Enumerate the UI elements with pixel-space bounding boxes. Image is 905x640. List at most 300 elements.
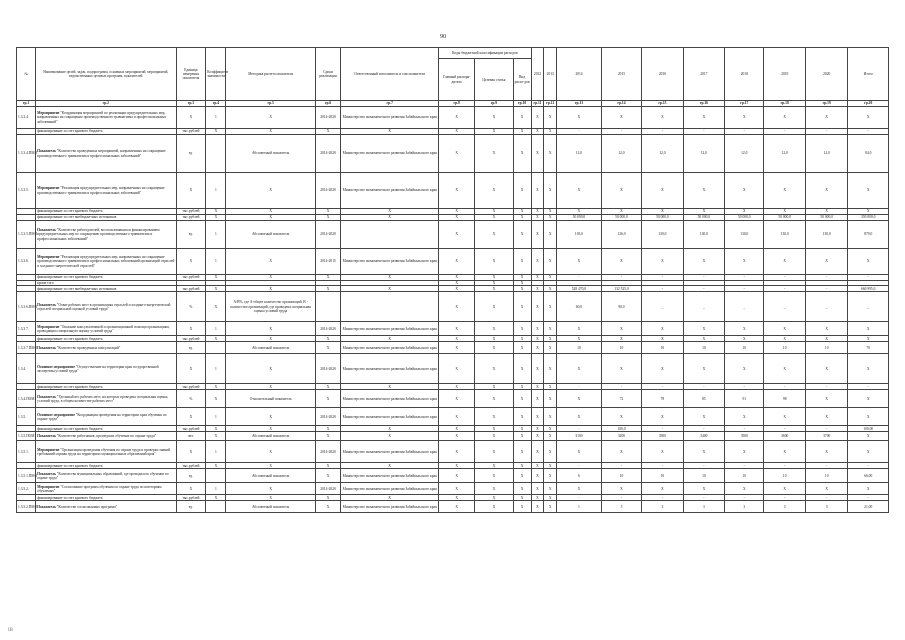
row-term-cell: 2014-2015 bbox=[315, 249, 341, 275]
row-main-manager-cell: X bbox=[439, 426, 475, 432]
table-row bbox=[17, 249, 889, 275]
row-term-cell: X bbox=[315, 129, 341, 135]
row-year-value-cell: X bbox=[544, 221, 557, 249]
row-method-cell: X bbox=[226, 354, 315, 384]
row-year-value-cell: X bbox=[601, 336, 641, 342]
row-main-manager-cell: X bbox=[439, 275, 475, 281]
table-row bbox=[17, 441, 889, 463]
row-code-cell: 1.3.3.7. bbox=[17, 322, 36, 336]
row-year-value-cell: X bbox=[601, 408, 641, 426]
row-term-cell: X bbox=[315, 501, 341, 513]
row-main-manager-cell: X bbox=[439, 463, 475, 469]
row-year-value-cell: 50 000,0 bbox=[683, 215, 724, 221]
row-year-value-cell: 10 bbox=[601, 342, 641, 354]
row-total-cell: 21,00 bbox=[848, 501, 889, 513]
row-name-cell: финансирование за счет краевого бюджета bbox=[36, 129, 176, 135]
row-target-article-cell: X bbox=[475, 281, 513, 286]
row-main-manager-cell: X bbox=[439, 173, 475, 209]
row-year-value-cell: X bbox=[544, 342, 557, 354]
row-year-value-cell: X bbox=[642, 249, 683, 275]
row-total-cell: - bbox=[848, 463, 889, 469]
corner-mark: IB bbox=[8, 628, 13, 633]
row-expense-type-cell: X bbox=[513, 483, 531, 495]
budget-table bbox=[16, 47, 889, 513]
row-target-article-cell: X bbox=[475, 173, 513, 209]
row-year-value-cell: X bbox=[544, 209, 557, 215]
row-executor-cell: X bbox=[341, 129, 439, 135]
row-coef-cell: X bbox=[206, 209, 226, 215]
row-year-value-cell: 10 bbox=[725, 342, 764, 354]
header-year-2017: 2017 bbox=[683, 48, 724, 101]
row-year-value-cell: X bbox=[544, 292, 557, 322]
table-row bbox=[17, 483, 889, 495]
row-coef-cell: X bbox=[206, 463, 226, 469]
row-year-value-cell: 126,0 bbox=[601, 221, 641, 249]
row-term-cell: 2014-2020 bbox=[315, 441, 341, 463]
row-method-cell: А/В%, где А-общее количество организаций, В - количество организаций, где проведена специальная оценка условий труда bbox=[226, 292, 315, 322]
row-unit-cell: тыс.рублей bbox=[176, 426, 206, 432]
row-year-value-cell: X bbox=[531, 354, 544, 384]
row-method-cell: Относительный показатель bbox=[226, 390, 315, 408]
row-year-value-cell: - bbox=[805, 495, 848, 501]
row-year-value-cell: X bbox=[544, 426, 557, 432]
row-unit-cell: тыс.рублей bbox=[176, 275, 206, 281]
row-executor-cell: X bbox=[341, 209, 439, 215]
header-year-2016: 2016 bbox=[642, 48, 683, 101]
row-year-value-cell: - bbox=[764, 129, 805, 135]
row-unit-cell: X bbox=[176, 322, 206, 336]
row-code-cell: 1.3.5.2.ПМ-1 bbox=[17, 501, 36, 513]
row-coef-cell: X bbox=[206, 286, 226, 292]
row-method-cell: X bbox=[226, 441, 315, 463]
row-coef-cell: 1 bbox=[206, 441, 226, 463]
row-total-cell: X bbox=[848, 336, 889, 342]
row-unit-cell: тыс.рублей bbox=[176, 129, 206, 135]
row-term-cell: 2014-2020 bbox=[315, 135, 341, 173]
row-main-manager-cell: X bbox=[439, 135, 475, 173]
row-name-cell: Показатель "Количество проведенных мероприятий, направленных на сокращение производственного травматизма и профессиональных заболеваний" bbox=[36, 135, 176, 173]
table-row bbox=[17, 292, 889, 322]
row-method-cell: X bbox=[226, 408, 315, 426]
column-number-cell: гр.20 bbox=[848, 101, 889, 107]
row-total-cell: X bbox=[848, 408, 889, 426]
row-term-cell: X bbox=[315, 286, 341, 292]
row-year-value-cell: X bbox=[764, 408, 805, 426]
row-executor-cell: Министерство экономического развития Забайкальского края bbox=[341, 107, 439, 129]
row-year-value-cell: X bbox=[725, 249, 764, 275]
row-expense-type-cell: X bbox=[513, 209, 531, 215]
row-code-cell: 1.3.3.6.ПМ-1 bbox=[17, 292, 36, 322]
table-row bbox=[17, 432, 889, 441]
row-year-value-cell: - bbox=[642, 426, 683, 432]
column-number-cell: гр.7 bbox=[341, 101, 439, 107]
row-year-value-cell: X bbox=[557, 107, 602, 129]
row-year-value-cell: X bbox=[764, 107, 805, 129]
row-unit-cell: ед. bbox=[176, 221, 206, 249]
row-name-cell: Показатель "Количество работодателей, воспользовавшихся финансированием предупредительных мер по сокращению производственного травматизма и профессиональных заболеваний" bbox=[36, 221, 176, 249]
row-total-cell: X bbox=[848, 322, 889, 336]
table-row bbox=[17, 354, 889, 384]
header-target-article: Целевая статья bbox=[475, 59, 513, 101]
row-main-manager-cell: X bbox=[439, 408, 475, 426]
row-term-cell: 2014-2020 bbox=[315, 221, 341, 249]
row-method-cell: Абсолютный показатель bbox=[226, 469, 315, 483]
row-year-value-cell: 12,0 bbox=[764, 135, 805, 173]
row-year-value-cell: - bbox=[557, 129, 602, 135]
row-year-value-cell: - bbox=[805, 286, 848, 292]
row-term-cell: X bbox=[315, 495, 341, 501]
row-year-value-cell: _ bbox=[725, 292, 764, 322]
row-unit-cell: тыс.рублей bbox=[176, 215, 206, 221]
row-code-cell: 1.3.5.ПОМ1 bbox=[17, 432, 36, 441]
row-code-cell: 1.3.5. bbox=[17, 408, 36, 426]
row-year-value-cell: X bbox=[531, 275, 544, 281]
row-year-value-cell: X bbox=[725, 408, 764, 426]
page-number: 90 bbox=[440, 34, 446, 40]
row-year-value-cell: 10 bbox=[601, 469, 641, 483]
row-term-cell: 2014-2020 bbox=[315, 173, 341, 209]
row-expense-type-cell: X bbox=[513, 390, 531, 408]
row-term-cell: 2014-2020 bbox=[315, 107, 341, 129]
row-expense-type-cell: X bbox=[513, 384, 531, 390]
column-number-cell: гр.18 bbox=[764, 101, 805, 107]
row-year-value-cell: X bbox=[601, 441, 641, 463]
row-year-value-cell: X bbox=[805, 249, 848, 275]
row-year-value-cell: - bbox=[805, 426, 848, 432]
budget-table-sheet bbox=[16, 47, 889, 513]
row-year-value-cell: - bbox=[805, 463, 848, 469]
row-method-cell: X bbox=[226, 483, 315, 495]
row-year-value-cell: - bbox=[601, 129, 641, 135]
row-main-manager-cell: X bbox=[439, 390, 475, 408]
table-body bbox=[17, 107, 889, 513]
row-method-cell: Абсолютный показатель bbox=[226, 432, 315, 441]
row-year-value-cell: 10 bbox=[725, 469, 764, 483]
column-number-cell: гр.19 bbox=[805, 101, 848, 107]
row-target-article-cell: X bbox=[475, 342, 513, 354]
row-year-value-cell: X bbox=[531, 209, 544, 215]
row-expense-type-cell: X bbox=[513, 129, 531, 135]
row-unit-cell: тыс.рублей bbox=[176, 209, 206, 215]
row-year-value-cell: 3500 bbox=[725, 432, 764, 441]
row-executor-cell: X bbox=[341, 215, 439, 221]
row-year-value-cell: X bbox=[531, 426, 544, 432]
row-expense-type-cell: X bbox=[513, 286, 531, 292]
row-year-value-cell: 72 bbox=[601, 390, 641, 408]
row-year-value-cell: X bbox=[557, 336, 602, 342]
row-executor-cell: Министерство экономического развития Забайкальского края bbox=[341, 469, 439, 483]
row-total-cell: - bbox=[848, 129, 889, 135]
row-name-cell: Показатель "Количество согласованных программ" bbox=[36, 501, 176, 513]
row-year-value-cell: X bbox=[805, 390, 848, 408]
row-method-cell: X bbox=[226, 209, 315, 215]
row-executor-cell: Министерство экономического развития Забайкальского края bbox=[341, 441, 439, 463]
row-year-value-cell: X bbox=[557, 249, 602, 275]
row-term-cell: X bbox=[315, 469, 341, 483]
row-year-value-cell: X bbox=[683, 173, 724, 209]
row-coef-cell: X bbox=[206, 336, 226, 342]
header-main-manager: Главный распоря-дитель bbox=[439, 59, 475, 101]
row-year-value-cell: 132 525,0 bbox=[601, 286, 641, 292]
row-expense-type-cell: X bbox=[513, 501, 531, 513]
row-year-value-cell: X bbox=[642, 107, 683, 129]
row-name-cell: Основное мероприятие "Координация проведения на территории края обучения по охране труда" bbox=[36, 408, 176, 426]
row-main-manager-cell: X bbox=[439, 221, 475, 249]
row-main-manager-cell: X bbox=[439, 292, 475, 322]
row-year-value-cell: 50 000,0 bbox=[601, 215, 641, 221]
row-year-value-cell: - bbox=[557, 275, 602, 281]
row-executor-cell: X bbox=[341, 275, 439, 281]
row-year-value-cell: X bbox=[531, 390, 544, 408]
row-coef-cell: X bbox=[206, 495, 226, 501]
row-year-value-cell: X bbox=[544, 135, 557, 173]
column-number-cell: гр.6 bbox=[315, 101, 341, 107]
row-main-manager-cell: X bbox=[439, 249, 475, 275]
row-name-cell: Мероприятие "Согласование программ обучения по охране труда по категориям обучаемых" bbox=[36, 483, 176, 495]
row-total-cell: 66,00 bbox=[848, 469, 889, 483]
row-main-manager-cell: X bbox=[439, 441, 475, 463]
row-method-cell: X bbox=[226, 336, 315, 342]
row-year-value-cell: X bbox=[764, 173, 805, 209]
row-year-value-cell: X bbox=[544, 384, 557, 390]
row-year-value-cell: X bbox=[531, 463, 544, 469]
row-year-value-cell: X bbox=[683, 336, 724, 342]
row-year-value-cell: X bbox=[544, 483, 557, 495]
row-year-value-cell: _ bbox=[683, 292, 724, 322]
row-executor-cell: X bbox=[341, 336, 439, 342]
row-year-value-cell: - bbox=[601, 384, 641, 390]
row-year-value-cell: - bbox=[725, 495, 764, 501]
row-target-article-cell: X bbox=[475, 390, 513, 408]
row-year-value-cell: X bbox=[642, 483, 683, 495]
row-target-article-cell: X bbox=[475, 384, 513, 390]
row-year-value-cell: - bbox=[764, 286, 805, 292]
row-total-cell: X bbox=[848, 107, 889, 129]
row-expense-type-cell: X bbox=[513, 135, 531, 173]
row-year-value-cell: X bbox=[544, 286, 557, 292]
table-row bbox=[17, 408, 889, 426]
row-year-value-cell: 60,0 bbox=[557, 292, 602, 322]
row-year-value-cell: X bbox=[725, 173, 764, 209]
row-year-value-cell: X bbox=[531, 495, 544, 501]
row-term-cell: X bbox=[315, 390, 341, 408]
row-year-value-cell: X bbox=[805, 483, 848, 495]
row-executor-cell: X bbox=[341, 384, 439, 390]
row-year-value-cell: X bbox=[557, 390, 602, 408]
row-year-value-cell: X bbox=[764, 354, 805, 384]
row-year-value-cell: - bbox=[642, 463, 683, 469]
row-year-value-cell: X bbox=[725, 441, 764, 463]
row-expense-type-cell: X bbox=[513, 441, 531, 463]
column-number-cell: гр.8 bbox=[439, 101, 475, 107]
row-year-value-cell: 10 bbox=[642, 342, 683, 354]
row-year-value-cell: _ bbox=[805, 292, 848, 322]
row-year-value-cell: X bbox=[601, 209, 641, 215]
table-row bbox=[17, 221, 889, 249]
row-year-value-cell: - bbox=[642, 495, 683, 501]
row-year-value-cell: 3 bbox=[764, 501, 805, 513]
row-year-value-cell: 130,0 bbox=[683, 221, 724, 249]
row-expense-type-cell: X bbox=[513, 215, 531, 221]
row-year-value-cell: X bbox=[601, 354, 641, 384]
row-target-article-cell: X bbox=[475, 354, 513, 384]
row-year-value-cell: X bbox=[683, 441, 724, 463]
row-year-value-cell: X bbox=[531, 292, 544, 322]
row-year-value-cell: 6 bbox=[557, 469, 602, 483]
row-name-cell: Мероприятие "Реализация предупредительных мер, направленных на сокращение производственного травматизма и профессиональных заболеваний" bbox=[36, 173, 176, 209]
row-year-value-cell: - bbox=[601, 463, 641, 469]
row-year-value-cell: - bbox=[557, 426, 602, 432]
row-year-value-cell: X bbox=[805, 336, 848, 342]
row-term-cell: 2014-2020 bbox=[315, 354, 341, 384]
row-unit-cell: тыс.рублей bbox=[176, 286, 206, 292]
row-year-value-cell: 3200 bbox=[601, 432, 641, 441]
row-year-value-cell: X bbox=[531, 483, 544, 495]
row-coef-cell: X bbox=[206, 384, 226, 390]
row-main-manager-cell: X bbox=[439, 336, 475, 342]
row-term-cell: X bbox=[315, 463, 341, 469]
row-target-article-cell: X bbox=[475, 215, 513, 221]
row-year-value-cell: 10 bbox=[683, 342, 724, 354]
row-total-cell: 84,0 bbox=[848, 135, 889, 173]
row-year-value-cell: X bbox=[764, 441, 805, 463]
row-year-value-cell: - bbox=[683, 463, 724, 469]
row-total-cell: - bbox=[848, 495, 889, 501]
column-number-cell: гр.16 bbox=[683, 101, 724, 107]
column-number-cell: гр.13 bbox=[557, 101, 602, 107]
row-coef-cell: 1 bbox=[206, 173, 226, 209]
row-expense-type-cell: X bbox=[513, 495, 531, 501]
row-year-value-cell: 12,0 bbox=[725, 135, 764, 173]
row-year-value-cell: X bbox=[764, 483, 805, 495]
row-expense-type-cell: X bbox=[513, 354, 531, 384]
row-term-cell: X bbox=[315, 209, 341, 215]
row-year-value-cell: 100,0 bbox=[601, 426, 641, 432]
row-year-value-cell: 10 bbox=[764, 469, 805, 483]
row-year-value-cell: X bbox=[531, 342, 544, 354]
row-year-value-cell: 50 000,0 bbox=[805, 215, 848, 221]
row-year-value-cell: 50 000,0 bbox=[764, 215, 805, 221]
row-target-article-cell: X bbox=[475, 463, 513, 469]
row-year-value-cell: X bbox=[557, 322, 602, 336]
row-year-value-cell: X bbox=[601, 322, 641, 336]
row-target-article-cell: X bbox=[475, 135, 513, 173]
row-year-value-cell: X bbox=[683, 249, 724, 275]
row-year-value-cell: X bbox=[725, 322, 764, 336]
row-year-value-cell: X bbox=[531, 384, 544, 390]
row-code-cell: 1.3.5.1.ПМ-1 bbox=[17, 469, 36, 483]
row-total-cell: - bbox=[848, 275, 889, 281]
column-number-cell: гр.9 bbox=[475, 101, 513, 107]
row-expense-type-cell: X bbox=[513, 463, 531, 469]
row-year-value-cell: X bbox=[683, 209, 724, 215]
header-budget-codes: Коды бюджетной классификации расходов bbox=[439, 48, 531, 59]
row-expense-type-cell: X bbox=[513, 322, 531, 336]
row-target-article-cell: X bbox=[475, 322, 513, 336]
row-target-article-cell: X bbox=[475, 432, 513, 441]
row-name-cell: финансирование за счет внебюджетных источников bbox=[36, 215, 176, 221]
column-number-cell: гр.4 bbox=[206, 101, 226, 107]
row-year-value-cell: X bbox=[805, 209, 848, 215]
row-method-cell: X bbox=[226, 107, 315, 129]
row-year-value-cell: X bbox=[601, 483, 641, 495]
row-executor-cell: Министерство экономического развития Забайкальского края bbox=[341, 342, 439, 354]
row-expense-type-cell: X bbox=[513, 221, 531, 249]
row-target-article-cell: X bbox=[475, 408, 513, 426]
row-year-value-cell: X bbox=[544, 463, 557, 469]
column-number-cell: гр.17 bbox=[725, 101, 764, 107]
row-expense-type-cell: X bbox=[513, 173, 531, 209]
row-main-manager-cell: X bbox=[439, 354, 475, 384]
row-expense-type-cell: X bbox=[513, 426, 531, 432]
row-unit-cell: X bbox=[176, 441, 206, 463]
row-year-value-cell: X bbox=[531, 135, 544, 173]
row-total-cell: 70 bbox=[848, 342, 889, 354]
row-year-value-cell: - bbox=[557, 495, 602, 501]
row-year-value-cell: 91 bbox=[725, 390, 764, 408]
row-year-value-cell: 50 000,0 bbox=[642, 215, 683, 221]
row-year-value-cell: X bbox=[557, 483, 602, 495]
row-year-value-cell: X bbox=[544, 354, 557, 384]
row-year-value-cell: 3400 bbox=[683, 432, 724, 441]
row-executor-cell: Министерство экономического развития Забайкальского края bbox=[341, 322, 439, 336]
row-year-value-cell: X bbox=[531, 408, 544, 426]
row-year-value-cell: - bbox=[557, 384, 602, 390]
row-year-value-cell: X bbox=[725, 107, 764, 129]
row-main-manager-cell: X bbox=[439, 495, 475, 501]
row-year-value-cell: - bbox=[601, 275, 641, 281]
row-year-value-cell: 3600 bbox=[764, 432, 805, 441]
column-number-cell: гр.11 bbox=[531, 101, 544, 107]
row-name-cell: Основное мероприятие "Осуществление на территории края государственной экспертизы условий труда" bbox=[36, 354, 176, 384]
row-year-value-cell: - bbox=[805, 275, 848, 281]
row-year-value-cell: 3 bbox=[642, 501, 683, 513]
row-expense-type-cell: X bbox=[513, 281, 531, 286]
row-year-value-cell: 78 bbox=[642, 390, 683, 408]
row-year-value-cell: X bbox=[531, 129, 544, 135]
row-year-value-cell: - bbox=[725, 286, 764, 292]
header-num: № bbox=[17, 48, 36, 101]
row-main-manager-cell: X bbox=[439, 501, 475, 513]
row-year-value-cell: X bbox=[544, 249, 557, 275]
row-name-cell: финансирование за счет краевого бюджета bbox=[36, 426, 176, 432]
row-year-value-cell: X bbox=[531, 107, 544, 129]
row-coef-cell: X bbox=[206, 292, 226, 322]
row-main-manager-cell: X bbox=[439, 432, 475, 441]
row-year-value-cell: X bbox=[531, 215, 544, 221]
row-year-value-cell: 5 bbox=[601, 501, 641, 513]
table-row bbox=[17, 107, 889, 129]
row-executor-cell: Министерство экономического развития Забайкальского края bbox=[341, 173, 439, 209]
row-main-manager-cell: X bbox=[439, 322, 475, 336]
row-executor-cell bbox=[341, 292, 439, 322]
row-year-value-cell: X bbox=[683, 483, 724, 495]
row-total-cell: 100,00 bbox=[848, 426, 889, 432]
row-code-cell: 1.3.5.2. bbox=[17, 483, 36, 495]
row-coef-cell: 1 bbox=[206, 483, 226, 495]
row-year-value-cell: X bbox=[531, 432, 544, 441]
row-year-value-cell: - bbox=[805, 129, 848, 135]
row-year-value-cell: 12,0 bbox=[642, 135, 683, 173]
row-executor-cell: Министерство экономического развития Забайкальского края bbox=[341, 390, 439, 408]
row-term-cell: X bbox=[315, 215, 341, 221]
row-year-value-cell: X bbox=[683, 322, 724, 336]
row-term-cell: X bbox=[315, 426, 341, 432]
row-name-cell: Мероприятие "Координация мероприятий по реализации предупредительных мер, направленных на сокращение производственного травматизма и профессиональных заболеваний" bbox=[36, 107, 176, 129]
row-year-value-cell: X bbox=[531, 322, 544, 336]
row-year-value-cell: X bbox=[531, 501, 544, 513]
row-coef-cell: X bbox=[206, 390, 226, 408]
